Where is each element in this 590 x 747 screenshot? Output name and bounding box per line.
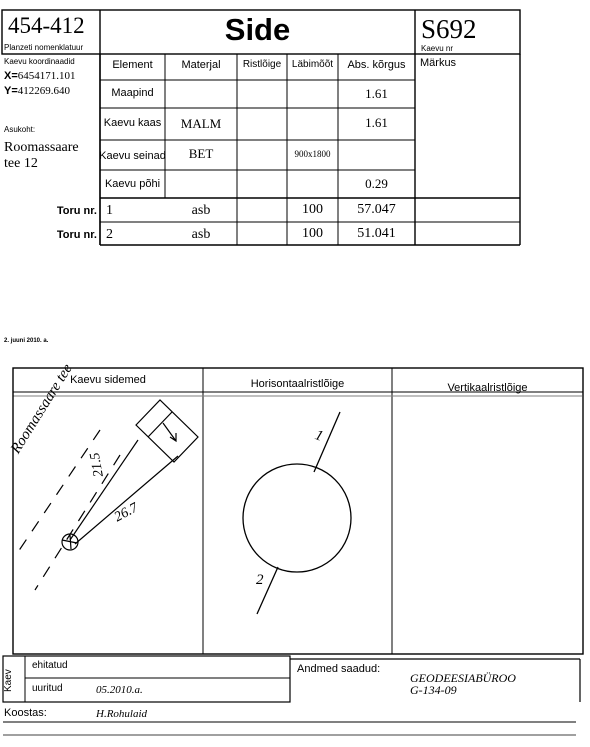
col-header-section: Ristlõige xyxy=(242,59,282,70)
sketch-col-ties: Kaevu sidemed xyxy=(70,374,146,386)
col-header-element: Element xyxy=(112,59,153,71)
pipe-number: 1 xyxy=(106,203,113,218)
street-handwritten-label: Roomassaare tee xyxy=(8,361,76,457)
row-height: 1.61 xyxy=(365,86,388,101)
built-label: ehitatud xyxy=(32,660,68,671)
row-height: 0.29 xyxy=(365,176,388,191)
data-source-code: G-134-09 xyxy=(410,683,457,697)
row-element: Kaevu põhi xyxy=(104,178,161,190)
pipe-label: Toru nr. xyxy=(56,229,97,241)
pipe-material: asb xyxy=(191,203,211,218)
distance-label: 26.7 xyxy=(112,500,141,526)
location-label: Asukoht: xyxy=(4,125,36,134)
sketch-col-horizontal: Horisontaalristlõige xyxy=(250,378,345,390)
col-header-diameter: Läbimõõt xyxy=(291,59,334,70)
kaev-label: Kaev xyxy=(3,669,14,692)
pipe-height: 57.047 xyxy=(357,202,396,217)
document-date: 2. juuni 2010. a. xyxy=(4,338,49,344)
row-material: MALM xyxy=(180,116,222,131)
coord-x-label: X= xyxy=(4,70,18,82)
pipe-label: 2 xyxy=(256,572,264,588)
data-source-value: GEODEESIABÜROO xyxy=(410,671,516,685)
row-element: Kaevu kaas xyxy=(103,117,162,129)
location-line2: tee 12 xyxy=(4,156,38,171)
pipe-number: 2 xyxy=(106,227,113,242)
data-source-label: Andmed saadud: xyxy=(297,663,381,675)
row-element: Kaevu seinad xyxy=(99,150,166,162)
coord-y-value: 412269.640 xyxy=(17,85,71,97)
col-header-height: Abs. kõrgus xyxy=(347,59,406,71)
row-element: Maapind xyxy=(111,87,154,99)
pipe-height: 51.041 xyxy=(357,226,396,241)
pipe-material: asb xyxy=(191,227,211,242)
document-title: Side xyxy=(224,12,291,47)
col-header-note: Märkus xyxy=(420,57,457,69)
pipe-diameter: 100 xyxy=(302,202,323,217)
distance-label: 21.5 xyxy=(87,451,107,478)
well-number-label: Kaevu nr xyxy=(421,44,454,53)
author-label: Koostas: xyxy=(4,707,47,719)
well-number: S692 xyxy=(421,14,477,44)
col-header-material: Materjal xyxy=(181,59,221,71)
surveyed-value: 05.2010.a. xyxy=(96,684,143,696)
author-value: H.Rohulaid xyxy=(96,708,148,720)
coords-label: Kaevu koordinaadid xyxy=(4,57,75,66)
row-height: 1.61 xyxy=(365,115,388,130)
row-diameter: 900x1800 xyxy=(294,149,331,159)
pipe-label: Toru nr. xyxy=(56,205,97,217)
pipe-label: 1 xyxy=(312,427,326,445)
coord-x-value: 6454171.101 xyxy=(17,70,76,82)
location-line1: Roomassaare xyxy=(4,140,79,155)
nomenclature-number: 454-412 xyxy=(8,13,85,38)
row-material: BET xyxy=(188,146,214,161)
nomenclature-label: Planzeti nomenklatuur xyxy=(4,43,84,52)
surveyed-label: uuritud xyxy=(32,683,63,694)
pipe-diameter: 100 xyxy=(302,226,323,241)
coord-y-label: Y= xyxy=(4,85,18,97)
sketch-col-vertical: Vertikaalristlõige xyxy=(447,382,528,394)
